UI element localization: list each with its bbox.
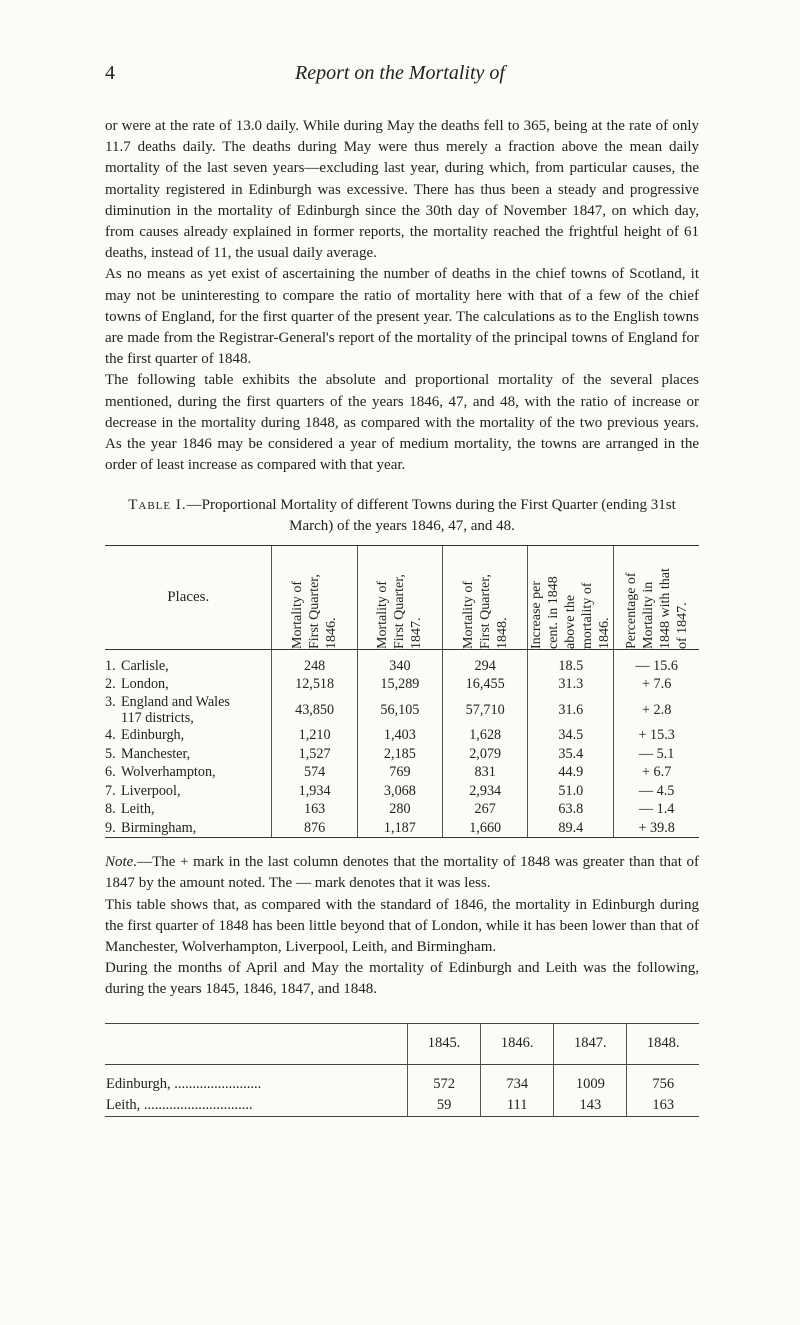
header-year: 1845. (408, 1023, 481, 1064)
cell-1848: 57,710 (443, 694, 528, 726)
place-name: Edinburgh, (121, 726, 185, 743)
cell-1848: 831 (443, 763, 528, 782)
mortality-table-header (105, 546, 699, 650)
table-row (105, 1064, 699, 1095)
cell-1847: 1,187 (357, 819, 442, 838)
cell-percentage: + 39.8 (614, 819, 699, 838)
header-mortality-1848 (443, 546, 528, 650)
place-cell (105, 694, 272, 726)
page-number: 4 (105, 62, 115, 84)
cell-1846: 1,527 (272, 744, 357, 763)
cell-1846: 43,850 (272, 694, 357, 726)
cell-increase: 51.0 (528, 781, 614, 800)
header-mortality-1847-text: Mortality of First Quarter, 1847. (375, 574, 425, 650)
header-year: 1846. (481, 1023, 554, 1064)
cell-1847: 3,068 (357, 781, 442, 800)
cell-1848: 1,660 (443, 819, 528, 838)
place-name-continued: 117 districts, (121, 709, 194, 726)
year-value: 756 (627, 1064, 699, 1095)
table-row (105, 800, 699, 819)
table-row (105, 1095, 699, 1117)
cell-1847: 56,105 (357, 694, 442, 726)
page-body (105, 116, 699, 1117)
header-mortality-1848-text: Mortality of First Quarter, 1848. (460, 574, 510, 650)
year-value: 734 (481, 1064, 554, 1095)
april-may-table (105, 1023, 699, 1117)
place-name: Manchester, (121, 745, 191, 762)
header-year: 1847. (554, 1023, 627, 1064)
table-row (105, 763, 699, 782)
place-cell (105, 726, 272, 745)
cell-1847: 15,289 (357, 675, 442, 694)
table-row (105, 744, 699, 763)
cell-1848: 2,934 (443, 781, 528, 800)
cell-1846: 1,934 (272, 781, 357, 800)
cell-1848: 1,628 (443, 726, 528, 745)
cell-1848: 2,079 (443, 744, 528, 763)
place-name: Liverpool, (121, 782, 181, 799)
cell-increase: 31.6 (528, 694, 614, 726)
paragraph-1: or were at the rate of 13.0 daily. While during May the deaths fell to 365, being at the rate of only 11.7 deaths daily. The deaths during May were thus merely a fraction above the mean daily mortality of the last seven years—excluding last year, during which, from particular causes, the mortality registered in Edinburgh was excessive. There has thus been a steady and progressive diminution in the mortality of Edinburgh since the 30th day of November 1847, on which day, from causes already explained in former reports, the mortality reached the frightful height of 61 deaths, instead of 11, the usual daily average. (105, 118, 699, 262)
header-mortality-1846 (272, 546, 357, 650)
year-value: 143 (554, 1095, 627, 1117)
row-label: Leith, .............................. (105, 1095, 408, 1117)
row-index: 5. (105, 745, 116, 762)
row-index: 9. (105, 819, 116, 836)
mortality-table (105, 545, 699, 838)
running-title: Report on the Mortality of (295, 62, 505, 84)
cell-1847: 340 (357, 650, 442, 675)
cell-increase: 44.9 (528, 763, 614, 782)
place-cell (105, 819, 272, 838)
note (105, 852, 699, 894)
after-table-text (105, 852, 699, 1000)
place-cell (105, 781, 272, 800)
row-index: 2. (105, 676, 116, 693)
place-name: England and Wales (121, 693, 230, 710)
place-name: Wolverhampton, (121, 764, 216, 781)
table-1-caption (105, 495, 699, 537)
cell-1848: 16,455 (443, 675, 528, 694)
row-index: 8. (105, 801, 116, 818)
april-may-table-header (105, 1023, 699, 1064)
place-cell (105, 675, 272, 694)
cell-increase: 18.5 (528, 650, 614, 675)
paragraph-3: The following table exhibits the absolute and proportional mortality of the several places mentioned, during the first quarters of the years 1846, 47, and 48, with the ratio of increase or decrease in the mortality during 1848, as compared with the mortality of the two previous years. As the year 1846 may be considered a year of medium mortality, the towns are arranged in the order of least increase as compared with that year. (105, 372, 699, 474)
header-mortality-1846-text: Mortality of First Quarter, 1846. (290, 574, 340, 650)
row-index: 7. (105, 782, 116, 799)
row-index: 4. (105, 726, 116, 743)
cell-1846: 12,518 (272, 675, 357, 694)
header-mortality-1847 (357, 546, 442, 650)
cell-percentage: + 2.8 (614, 694, 699, 726)
year-value: 572 (408, 1064, 481, 1095)
cell-percentage: + 6.7 (614, 763, 699, 782)
table-row (105, 675, 699, 694)
table-row (105, 650, 699, 675)
cell-1846: 248 (272, 650, 357, 675)
header-places: Places. (105, 546, 272, 650)
place-name: Birmingham, (121, 819, 197, 836)
header-percentage-text: Percentage of Mortality in 1848 with that of 1847. (623, 568, 690, 650)
cell-1848: 267 (443, 800, 528, 819)
cell-1846: 876 (272, 819, 357, 838)
table-row (105, 781, 699, 800)
place-cell (105, 744, 272, 763)
note-text: —The + mark in the last column denotes that the mortality of 1848 was greater than that of 1847 by the amount noted. The — mark denotes that it was less. (105, 854, 699, 892)
cell-increase: 31.3 (528, 675, 614, 694)
place-cell (105, 800, 272, 819)
cell-increase: 89.4 (528, 819, 614, 838)
cell-increase: 34.5 (528, 726, 614, 745)
cell-percentage: + 15.3 (614, 726, 699, 745)
page-header (105, 62, 695, 88)
paragraph-5: During the months of April and May the mortality of Edinburgh and Leith was the following, during the years 1845, 1846, 1847, and 1848. (105, 960, 699, 998)
cell-1846: 163 (272, 800, 357, 819)
header-increase-text: Increase per cent. in 1848 above the mortality of 1846. (529, 576, 613, 650)
cell-percentage: — 15.6 (614, 650, 699, 675)
header-blank (105, 1023, 408, 1064)
year-value: 163 (627, 1095, 699, 1117)
table-1-caption-label: Table I. (128, 497, 187, 514)
header-percentage (614, 546, 699, 650)
cell-1847: 1,403 (357, 726, 442, 745)
paragraph-4: This table shows that, as compared with the standard of 1846, the mortality in Edinburgh during the first quarter of 1848 has been little beyond that of London, while it has been lower than that of Manchester, Wolverhampton, Liverpool, Leith, and Birmingham. (105, 896, 699, 956)
place-name: London, (121, 676, 169, 693)
note-label: Note. (105, 854, 138, 871)
cell-increase: 63.8 (528, 800, 614, 819)
place-cell (105, 763, 272, 782)
cell-1847: 2,185 (357, 744, 442, 763)
place-name: Carlisle, (121, 657, 169, 674)
cell-percentage: — 1.4 (614, 800, 699, 819)
row-index: 1. (105, 657, 116, 674)
year-value: 111 (481, 1095, 554, 1117)
table-row (105, 726, 699, 745)
table-row (105, 819, 699, 838)
table-1-caption-text: —Proportional Mortality of different Towns during the First Quarter (ending 31st March) of the years 1846, 47, and 48. (186, 497, 676, 535)
cell-percentage: + 7.6 (614, 675, 699, 694)
cell-1847: 769 (357, 763, 442, 782)
place-cell (105, 650, 272, 675)
cell-1846: 1,210 (272, 726, 357, 745)
cell-1846: 574 (272, 763, 357, 782)
cell-increase: 35.4 (528, 744, 614, 763)
paragraph-2: As no means as yet exist of ascertaining the number of deaths in the chief towns of Scotland, it may not be uninteresting to compare the ratio of mortality here with that of a few of the chief towns of England, for the first quarter of the present year. The calculations as to the English towns are made from the Registrar-General's report of the mortality of the principal towns of England for the first quarter of 1848. (105, 266, 699, 368)
header-year: 1848. (627, 1023, 699, 1064)
year-value: 1009 (554, 1064, 627, 1095)
row-label: Edinburgh, ........................ (106, 1075, 262, 1092)
place-name: Leith, (121, 801, 155, 818)
cell-percentage: — 4.5 (614, 781, 699, 800)
year-value: 59 (408, 1095, 481, 1117)
row-index: 6. (105, 764, 116, 781)
header-increase (528, 546, 614, 650)
cell-percentage: — 5.1 (614, 744, 699, 763)
cell-1848: 294 (443, 650, 528, 675)
table-row (105, 694, 699, 726)
cell-1847: 280 (357, 800, 442, 819)
row-index: 3. (105, 693, 116, 710)
